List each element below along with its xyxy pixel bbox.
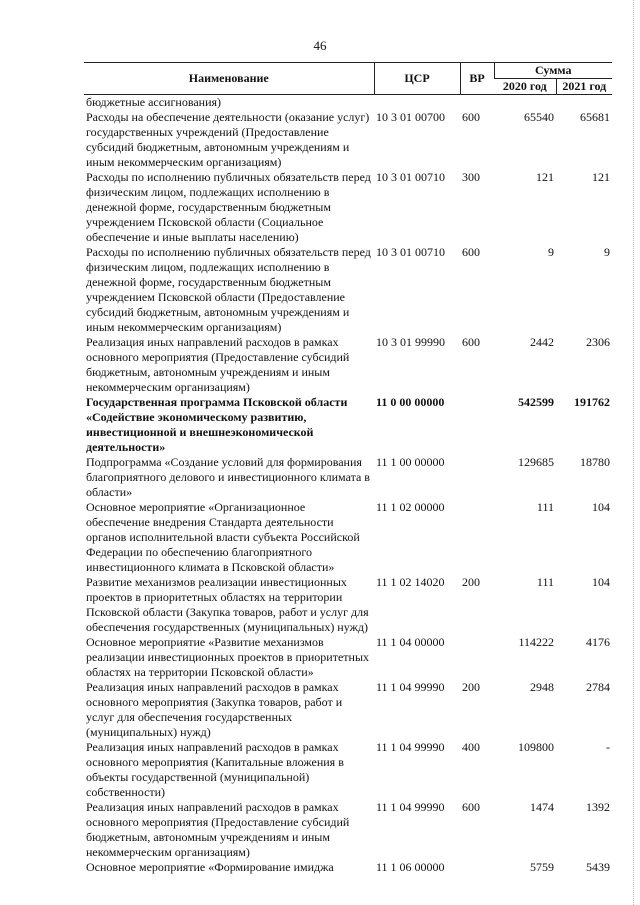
row-sum-2021: 2306 [586,335,611,349]
row-sum-2020: 65540 [524,110,554,124]
table-body [84,95,612,876]
row-name: Развитие механизмов реализации инвестиционных проектов в приоритетных областях на территории Псковской области (Закупка товаров, работ и услуг для обеспечения государственных (муниципальных) нужд) [86,575,369,634]
table-row [84,395,612,455]
row-vr [460,455,494,500]
row-sum-2020: 1474 [530,800,554,814]
row-csr: 11 1 04 99990 [376,800,445,814]
row-sum-2020: 2948 [530,680,554,694]
header-year-2020: 2020 год [494,79,556,95]
row-sum-2021: - [606,740,611,754]
row-sum-2021: 191762 [574,395,611,409]
row-csr: 11 1 04 99990 [376,680,445,694]
row-sum-2020: 5759 [530,860,554,874]
row-name: Расходы на обеспечение деятельности (оказание услуг) государственных учреждений (Предоставление субсидий бюджетным, автономным учреждениям и иным некоммерческим организациям) [86,110,370,169]
row-name: Основное мероприятие «Развитие механизмов реализации инвестиционных проектов в приоритетных областях на территории Псковской области» [86,635,370,679]
row-sum-2021: 104 [592,575,611,589]
row-sum-2020: 129685 [518,455,554,469]
table-row [84,635,612,680]
row-sum-2021: 104 [592,500,611,514]
row-vr: 400 [462,740,480,754]
row-vr [460,500,494,575]
row-name: Основное мероприятие «Формирование имиджа [86,860,334,874]
table-row [84,95,612,111]
header-year-2021: 2021 год [556,79,612,95]
row-sum-2021: 18780 [580,455,611,469]
row-csr [374,95,460,111]
table-row [84,170,612,245]
row-sum-2020: 542599 [518,395,554,409]
header-csr: ЦСР [374,63,460,95]
table-row [84,335,612,395]
row-csr: 11 1 04 00000 [376,635,445,649]
row-name: Реализация иных направлений расходов в рамках основного мероприятия (Закупка товаров, работ и услуг для обеспечения государственных (муниципальных) нужд) [86,680,343,739]
header-sum: Сумма [494,63,612,79]
row-sum-2020 [494,95,556,111]
row-name: бюджетные ассигнования) [86,95,222,109]
row-name: Государственная программа Псковской области «Содействие экономическому развитию, инвестиционной и внешнеэкономической деятельности» [86,395,348,454]
row-name: Основное мероприятие «Организационное обеспечение внедрения Стандарта деятельности органов исполнительной власти субъекта Российской Федерации по обеспечению благоприятного инвестиционного климата в Псковской области» [86,500,360,574]
row-vr [460,635,494,680]
row-name: Реализация иных направлений расходов в рамках основного мероприятия (Предоставление субсидий бюджетным, автономным учреждениям и иным некоммерческим организациям) [86,335,350,394]
row-vr [460,395,494,455]
row-sum-2020: 9 [548,245,554,259]
table-row [84,500,612,575]
budget-table [84,62,612,875]
row-sum-2021: 4176 [586,635,611,649]
row-sum-2020: 121 [536,170,554,184]
row-vr [460,95,494,111]
header-name: Наименование [84,63,374,95]
row-csr: 11 1 04 99990 [376,740,445,754]
row-sum-2021: 1392 [586,800,611,814]
row-vr: 600 [462,800,480,814]
row-name: Реализация иных направлений расходов в рамках основного мероприятия (Предоставление субсидий бюджетным, автономным учреждениям и иным некоммерческим организациям) [86,800,350,859]
row-name: Подпрограмма «Создание условий для формирования благоприятного делового и инвестиционного климата в области» [86,455,370,499]
table-row [84,455,612,500]
row-vr: 300 [462,170,480,184]
row-name: Расходы по исполнению публичных обязательств перед физическим лицом, подлежащих исполнению в денежной форме, государственным бюджетным учреждением Псковской области (Предоставление субсидий бюджетным, автономным учреждениям и иным некоммерческим организациям) [86,245,371,334]
row-vr: 600 [462,335,480,349]
row-name: Расходы по исполнению публичных обязательств перед физическим лицом, подлежащих исполнению в денежной форме, государственным бюджетным учреждением Псковской области (Социальное обеспечение и иные выплаты населению) [86,170,371,244]
table-row [84,110,612,170]
row-csr: 11 0 00 00000 [376,395,445,409]
header-vr: ВР [460,63,494,95]
table-header-row [84,63,612,79]
row-csr: 10 3 01 00710 [376,245,445,259]
table-row [84,680,612,740]
row-sum-2021: 2784 [586,680,611,694]
row-sum-2020: 114222 [518,635,554,649]
row-csr: 11 1 02 14020 [376,575,445,589]
table-row [84,245,612,335]
row-csr: 11 1 02 00000 [376,500,445,514]
row-name: Реализация иных направлений расходов в рамках основного мероприятия (Капитальные вложения в объекты государственной (муниципальной) собственности) [86,740,344,799]
row-sum-2021 [556,95,612,111]
row-vr [460,860,494,875]
row-sum-2021: 9 [604,245,611,259]
row-vr: 600 [462,110,480,124]
row-vr: 200 [462,575,480,589]
row-sum-2021: 121 [592,170,611,184]
row-csr: 11 1 06 00000 [376,860,445,874]
row-vr: 200 [462,680,480,694]
table-row [84,740,612,800]
row-sum-2020: 111 [536,575,554,589]
scan-edge [632,0,634,905]
row-csr: 11 1 00 00000 [376,455,445,469]
row-csr: 10 3 01 00710 [376,170,445,184]
row-csr: 10 3 01 99990 [376,335,445,349]
row-sum-2020: 111 [536,500,554,514]
row-sum-2020: 2442 [530,335,554,349]
table-row [84,575,612,635]
row-sum-2020: 109800 [518,740,554,754]
row-sum-2021: 65681 [580,110,611,124]
row-sum-2021: 5439 [586,860,611,874]
page-number: 46 [313,38,327,53]
table-row [84,800,612,860]
row-vr: 600 [462,245,480,259]
table-row [84,860,612,875]
row-csr: 10 3 01 00700 [376,110,445,124]
